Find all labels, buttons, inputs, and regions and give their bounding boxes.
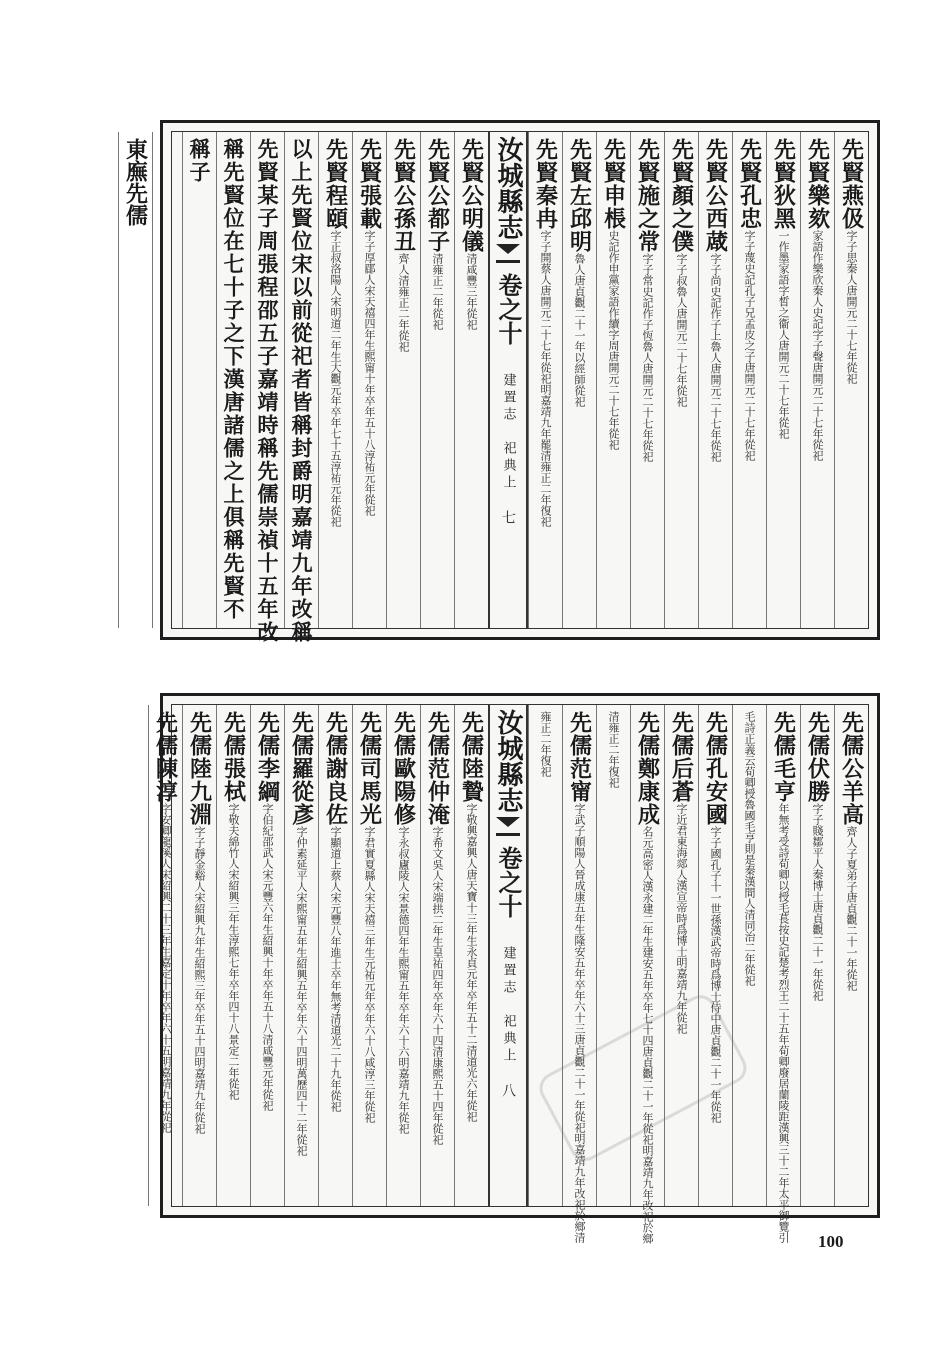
- text-column: 先賢秦冉 字子開蔡人唐開元二十七年從祀明嘉靖九年罷清雍正二年復祀: [528, 132, 562, 628]
- text-column: 先儒伏勝 字子賤鄒平人秦博士唐貞觀二十一年從祀: [800, 705, 834, 1206]
- blank-column: [152, 132, 182, 628]
- text-column: 先儒陳淳 字安卿龍溪人宋紹興二十三年生嘉定十年卒年六十五明嘉靖九年從祀: [148, 705, 182, 1206]
- text-column: 先賢公明儀 清咸豐三年從祀: [454, 132, 488, 628]
- text-column: 先儒李綱 字伯紀邵武人宋元豐六年生紹興十年卒年五十八清咸豐元年從祀: [250, 705, 284, 1206]
- text-column: 先賢樂欬 家語作樂欣秦人史記字子聲唐開元二十七年從祀: [800, 132, 834, 628]
- text-column: 先儒歐陽修 字永叔廬陵人宋景德四年生熙甯五年卒年六十六明嘉靖九年從祀: [386, 705, 420, 1206]
- text-column: 先賢申棖 史記作申黨家語作續字周唐開元二十七年從祀: [596, 132, 630, 628]
- volume-label: 卷之十: [496, 260, 520, 345]
- text-column: 清雍正二年復祀: [596, 705, 630, 1206]
- text-column: 毛詩正義云荀卿授魯國毛亨則是秦漢間人清同治二年從祀: [732, 705, 766, 1206]
- text-column: 先賢狄黑 一作墨家語字皙之衞人唐開元二十七年從祀: [766, 132, 800, 628]
- text-column: 稱子: [182, 132, 216, 628]
- volume-label: 卷之十: [496, 833, 520, 918]
- text-column: 先儒陸贄 字敬興嘉興人唐天寶十三年生永貞元年卒年五十二清道光六年從祀: [454, 705, 488, 1206]
- text-column: 先儒司馬光 字君實夏縣人宋天禧三年生元祐元年卒年六十八咸淳三年從祀: [352, 705, 386, 1206]
- text-column: 先儒范甯 字武子順陽人晉成康五年生隆安五年卒年六十三唐貞觀二十一年從祀明嘉靖九年改祀於鄉清: [562, 705, 596, 1206]
- section-label: 建置志 祀典上: [500, 373, 516, 492]
- text-column: 先儒謝良佐 字顯道上蔡人宋元豐八年進士卒年無考清道光二十九年從祀: [318, 705, 352, 1206]
- text-column: 先儒孔安國 字子國孔子十一世孫漢武帝時爲博士侍中唐貞觀二十一年從祀: [698, 705, 732, 1206]
- page-leaf-top: [122, 120, 880, 644]
- text-column: 先儒范仲淹 字希文吳人宋端拱二年生皇祐四年卒年六十四清康熙五十四年從祀: [420, 705, 454, 1206]
- text-column: 先儒鄭康成 名元高密人漢永建二年生建安五年卒年七十四唐貞觀二十一年從祀明嘉靖九年改祀於鄉: [630, 705, 664, 1206]
- text-column: 先賢公孫丑 齊人清雍正二年從祀: [386, 132, 420, 628]
- text-column: 先賢公西蒧 字子尚史記作子上魯人唐開元二十七年從祀: [698, 132, 732, 628]
- text-column: 先賢顏之僕 字子叔魯人唐開元二十七年從祀: [664, 132, 698, 628]
- text-column: 以上先賢位宋以前從祀者皆稱封爵明嘉靖九年改稱: [284, 132, 318, 628]
- text-column: 先儒陸九淵 字子靜金谿人宋紹興九年生紹熙三年卒年五十四明嘉靖九年從祀: [182, 705, 216, 1206]
- leaf-page-number: 八: [500, 1083, 516, 1097]
- text-column: 先賢左邱明 魯人唐貞觀二十一年以經師從祀: [562, 132, 596, 628]
- leaf-page-number: 七: [500, 510, 516, 524]
- page-number: 100: [818, 1232, 844, 1251]
- book-title: 汝城縣志: [493, 136, 523, 240]
- text-column: 先賢某子周張程邵五子嘉靖時稱先儒崇禎十五年改: [250, 132, 284, 628]
- center-fold: [488, 132, 528, 628]
- text-column: 先賢燕伋 字子思秦人唐開元二十七年從祀: [834, 132, 868, 628]
- leaf-top-grid: [122, 131, 869, 644]
- text-column: 先儒羅從彥 字仲素延平人宋熙甯五年生紹興五年卒年六十四明萬歷四十二年從祀: [284, 705, 318, 1206]
- text-column: 先儒張栻 字敬夫綿竹人宋紹興三年生淳熙七年卒年四十八景定二年從祀: [216, 705, 250, 1206]
- text-column: 稱先賢位在七十子之下漢唐諸儒之上俱稱先賢不: [216, 132, 250, 628]
- text-column: 先賢孔忠 字子蔑史記孔子兄孟皮之子唐開元二十七年從祀: [732, 132, 766, 628]
- section-heading: 東廡先儒: [122, 138, 149, 226]
- text-column: [118, 132, 152, 628]
- text-column: 雍正二年復祀: [528, 705, 562, 1206]
- fishtail-mark: [496, 244, 520, 254]
- text-column: 先儒后蒼 字近君東海郯人漢宣帝時爲博士明嘉靖九年從祀: [664, 705, 698, 1206]
- text-column: 先儒公羊高 齊人子夏弟子唐貞觀二十一年從祀: [834, 705, 868, 1206]
- text-column: 先賢張載 字子厚郿人宋天禧四年生熙甯十年卒年五十八淳祐元年從祀: [352, 132, 386, 628]
- section-label: 建置志 祀典上: [500, 946, 516, 1065]
- book-title: 汝城縣志: [493, 709, 523, 813]
- fishtail-mark: [496, 817, 520, 827]
- center-fold: [488, 705, 528, 1206]
- text-column: 先儒毛亨 年無考受詩荀卿以授毛萇按史記楚考烈王二十五年荀卿廢居蘭陵距漢興三十二年太平御覽引: [766, 705, 800, 1206]
- text-column: 先賢施之常 字子常史記作子恆魯人唐開元二十七年從祀: [630, 132, 664, 628]
- text-column: 先賢公都子 清雍正二年從祀: [420, 132, 454, 628]
- text-column: 先賢程頤 字正叔洛陽人宋明道二年生大觀元年卒年七十五淳祐元年從祀: [318, 132, 352, 628]
